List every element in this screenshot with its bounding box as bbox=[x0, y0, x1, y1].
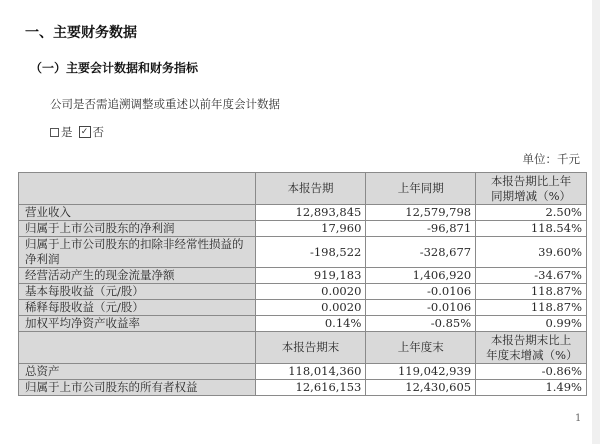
change-value: 118.54% bbox=[476, 221, 587, 237]
table-row bbox=[19, 380, 587, 396]
header-current-period: 本报告期 bbox=[255, 173, 366, 205]
header-blank bbox=[19, 332, 256, 364]
row-label: 加权平均净资产收益率 bbox=[19, 316, 256, 332]
current-value: 12,616,153 bbox=[255, 380, 366, 396]
row-label: 稀释每股收益（元/股） bbox=[19, 300, 256, 316]
header-blank bbox=[19, 173, 256, 205]
table-row bbox=[19, 268, 587, 284]
unit-label: 单位：千元 bbox=[522, 152, 580, 166]
table-row bbox=[19, 221, 587, 237]
change-value: -34.67% bbox=[476, 268, 587, 284]
change-value: 2.50% bbox=[476, 205, 587, 221]
page-number: 1 bbox=[575, 413, 582, 424]
table-row bbox=[19, 300, 587, 316]
header-prior-year-end: 上年度末 bbox=[366, 332, 476, 364]
prior-value: -0.0106 bbox=[366, 300, 476, 316]
header-prior-period: 上年同期 bbox=[366, 173, 476, 205]
table-row bbox=[19, 364, 587, 380]
row-label: 归属于上市公司股东的净利润 bbox=[19, 221, 256, 237]
row-label: 营业收入 bbox=[19, 205, 256, 221]
table-row bbox=[19, 284, 587, 300]
yes-checkbox[interactable] bbox=[50, 128, 59, 137]
header-period-end: 本报告期末 bbox=[255, 332, 366, 364]
table2-header-row bbox=[19, 332, 587, 364]
row-label: 基本每股收益（元/股） bbox=[19, 284, 256, 300]
prior-value: -96,871 bbox=[366, 221, 476, 237]
header-change-pct: 本报告期比上年同期增减（%） bbox=[476, 173, 587, 205]
prior-value: 119,042,939 bbox=[366, 364, 476, 380]
header-change-pct: 本报告期末比上年度末增减（%） bbox=[476, 332, 587, 364]
prior-value: 12,579,798 bbox=[366, 205, 476, 221]
current-value: 17,960 bbox=[255, 221, 366, 237]
section-title: 一、主要财务数据 bbox=[25, 25, 137, 41]
table-row bbox=[19, 237, 587, 268]
current-value: 0.0020 bbox=[255, 284, 366, 300]
change-value: 1.49% bbox=[476, 380, 587, 396]
table1-header-row bbox=[19, 173, 587, 205]
row-label: 归属于上市公司股东的扣除非经常性损益的净利润 bbox=[19, 237, 256, 268]
no-label: 否 bbox=[92, 125, 104, 139]
prior-value: 12,430,605 bbox=[366, 380, 476, 396]
table-row bbox=[19, 205, 587, 221]
prior-value: 1,406,920 bbox=[366, 268, 476, 284]
table-row bbox=[19, 316, 587, 332]
change-value: 39.60% bbox=[476, 237, 587, 268]
current-value: 0.14% bbox=[255, 316, 366, 332]
prior-value: -328,677 bbox=[366, 237, 476, 268]
row-label: 经营活动产生的现金流量净额 bbox=[19, 268, 256, 284]
page-edge bbox=[592, 0, 600, 444]
subsection-title: （一）主要会计数据和财务指标 bbox=[30, 61, 199, 75]
change-value: 118.87% bbox=[476, 284, 587, 300]
current-value: 118,014,360 bbox=[255, 364, 366, 380]
financial-data-table bbox=[18, 172, 587, 396]
current-value: -198,522 bbox=[255, 237, 366, 268]
change-value: 0.99% bbox=[476, 316, 587, 332]
restatement-options bbox=[50, 124, 104, 140]
prior-value: -0.0106 bbox=[366, 284, 476, 300]
change-value: 118.87% bbox=[476, 300, 587, 316]
current-value: 0.0020 bbox=[255, 300, 366, 316]
restatement-question: 公司是否需追溯调整或重述以前年度会计数据 bbox=[50, 97, 280, 111]
row-label: 归属于上市公司股东的所有者权益 bbox=[19, 380, 256, 396]
yes-label: 是 bbox=[61, 125, 73, 139]
change-value: -0.86% bbox=[476, 364, 587, 380]
row-label: 总资产 bbox=[19, 364, 256, 380]
current-value: 919,183 bbox=[255, 268, 366, 284]
current-value: 12,893,845 bbox=[255, 205, 366, 221]
prior-value: -0.85% bbox=[366, 316, 476, 332]
no-checkbox-checked[interactable]: ✓ bbox=[79, 126, 91, 138]
